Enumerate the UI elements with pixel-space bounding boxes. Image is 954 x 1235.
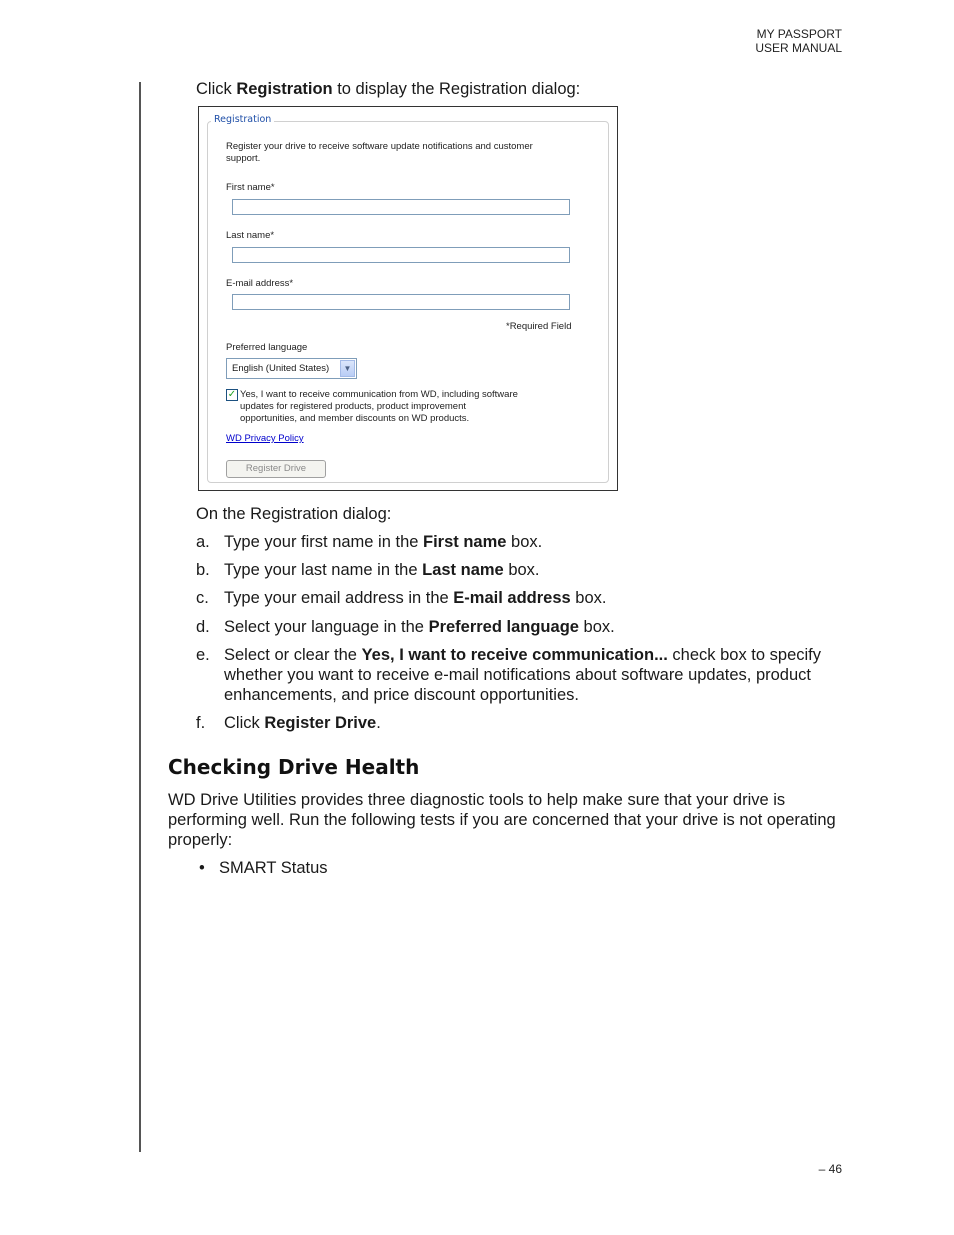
dialog-description-line1: Register your drive to receive software update notifications and customer (226, 141, 533, 152)
running-header (755, 28, 842, 55)
checkbox-label-line3: opportunities, and member discounts on WD products. (240, 413, 470, 424)
step-pre: Type your last name in the (224, 561, 423, 579)
header-product: MY PASSPORT (756, 27, 842, 41)
intro-pre: Click (196, 80, 237, 98)
step-pre: Click (224, 714, 265, 732)
preferred-language-select[interactable] (226, 358, 357, 379)
required-field-note: *Required Field (506, 321, 572, 332)
step-post: box. (506, 533, 543, 551)
section-heading: Checking Drive Health (168, 755, 420, 779)
chevron-down-icon[interactable]: ▼ (340, 360, 355, 377)
intro-paragraph (196, 79, 580, 99)
step-c (196, 588, 846, 608)
step-letter: b. (196, 561, 210, 579)
preferred-language-label: Preferred language (226, 342, 308, 353)
email-input[interactable] (232, 294, 570, 310)
registration-legend: Registration (211, 114, 274, 125)
checkmark-icon: ✓ (227, 389, 237, 400)
step-post: box. (570, 589, 607, 607)
step-e (196, 645, 846, 705)
preferred-language-value: English (United States) (232, 363, 330, 374)
page-number: – 46 (818, 1162, 842, 1176)
last-name-input[interactable] (232, 247, 570, 263)
last-name-label: Last name* (226, 230, 275, 241)
step-pre: Type your email address in the (224, 589, 454, 607)
dialog-description (226, 141, 533, 165)
step-letter: d. (196, 618, 210, 636)
step-bold: E-mail address (453, 589, 571, 607)
step-letter: c. (196, 589, 209, 607)
step-b (196, 560, 846, 580)
step-pre: Select or clear the (224, 646, 362, 664)
first-name-label: First name* (226, 182, 275, 193)
step-post: check box to specify whether you want to receive e-mail notifications about software updates, product enhancements, and price discount opportunities. (224, 646, 822, 704)
step-bold: First name (423, 533, 507, 551)
intro-post: to display the Registration dialog: (332, 80, 581, 98)
step-a (196, 532, 846, 552)
bullet-symbol: • (199, 859, 205, 877)
step-post: . (376, 714, 381, 732)
step-d (196, 617, 846, 637)
step-bold: Last name (422, 561, 504, 579)
step-post: box. (503, 561, 540, 579)
step-f (196, 713, 846, 733)
step-bold: Preferred language (428, 618, 579, 636)
step-letter: a. (196, 533, 210, 551)
section-body: WD Drive Utilities provides three diagnostic tools to help make sure that your drive is performing well. Run the following tests if you are concerned that your drive is not operating properly: (168, 791, 836, 849)
header-manual: USER MANUAL (755, 40, 842, 55)
communication-checkbox-label (240, 389, 518, 425)
bullet-item (199, 858, 328, 878)
checkbox-label-line1: Yes, I want to receive communication from WD, including software (240, 389, 518, 400)
step-pre: Type your first name in the (224, 533, 424, 551)
step-post: box. (578, 618, 615, 636)
on-dialog-text: On the Registration dialog: (196, 505, 392, 523)
bullet-text: SMART Status (219, 859, 328, 877)
register-drive-button[interactable]: Register Drive (226, 460, 326, 478)
step-bold: Yes, I want to receive communication... (361, 646, 668, 664)
step-letter: f. (196, 714, 206, 732)
step-letter: e. (196, 646, 210, 664)
step-bold: Register Drive (264, 714, 377, 732)
first-name-input[interactable] (232, 199, 570, 215)
email-label: E-mail address* (226, 278, 294, 289)
left-margin-rule (139, 82, 141, 1152)
dialog-description-line2: support. (226, 153, 261, 164)
wd-privacy-policy-link[interactable]: WD Privacy Policy (226, 433, 304, 444)
intro-bold: Registration (236, 80, 333, 98)
checkbox-label-line2: updates for registered products, product improvement (240, 401, 467, 412)
communication-checkbox[interactable] (226, 389, 238, 401)
step-pre: Select your language in the (224, 618, 429, 636)
